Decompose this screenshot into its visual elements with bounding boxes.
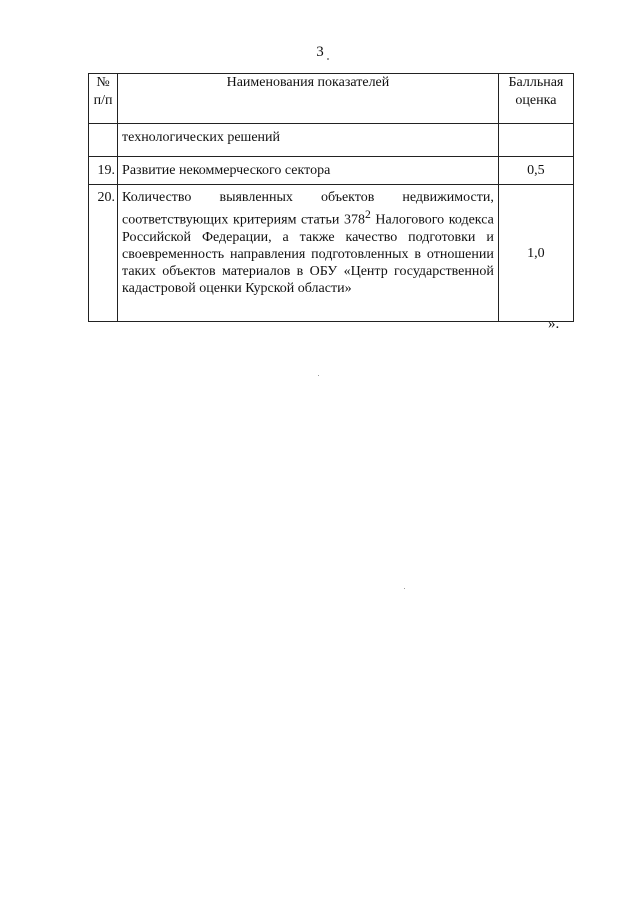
table-row [89,124,574,157]
header-name: Наименования показателей [118,74,499,124]
row-number [89,124,118,157]
row-number: 20. [89,185,118,322]
header-score: Балльная оценка [498,74,573,124]
table-header-row [89,74,574,124]
scan-speck [318,375,319,376]
row-indicator-name-part2: Налогового кодекса Российской Федерации, а также качество подготовки и своевременность направления подготовленных в отношении таких объектов материалов в ОБУ «Центр государственной кадастровой оценки Курской области» [122,212,494,296]
scan-speck [327,58,329,60]
page-number: 3 [316,44,324,60]
scan-speck [404,588,405,589]
closing-quote-mark: ». [548,316,560,332]
indicators-table [88,73,574,322]
table-row [89,185,574,322]
article-superscript: 2 [365,208,371,221]
row-indicator-name: технологических решений [118,124,499,157]
row-score: 1,0 [498,185,573,322]
row-indicator-name [118,185,499,322]
row-indicator-name-part1: Количество выявленных объектов недвижимости, соответствующих критериям статьи 378 [122,190,494,228]
row-score [498,124,573,157]
table-row [89,157,574,185]
row-indicator-name: Развитие некоммерческого сектора [118,157,499,185]
row-score: 0,5 [498,157,573,185]
header-num: № п/п [89,74,118,124]
row-number: 19. [89,157,118,185]
